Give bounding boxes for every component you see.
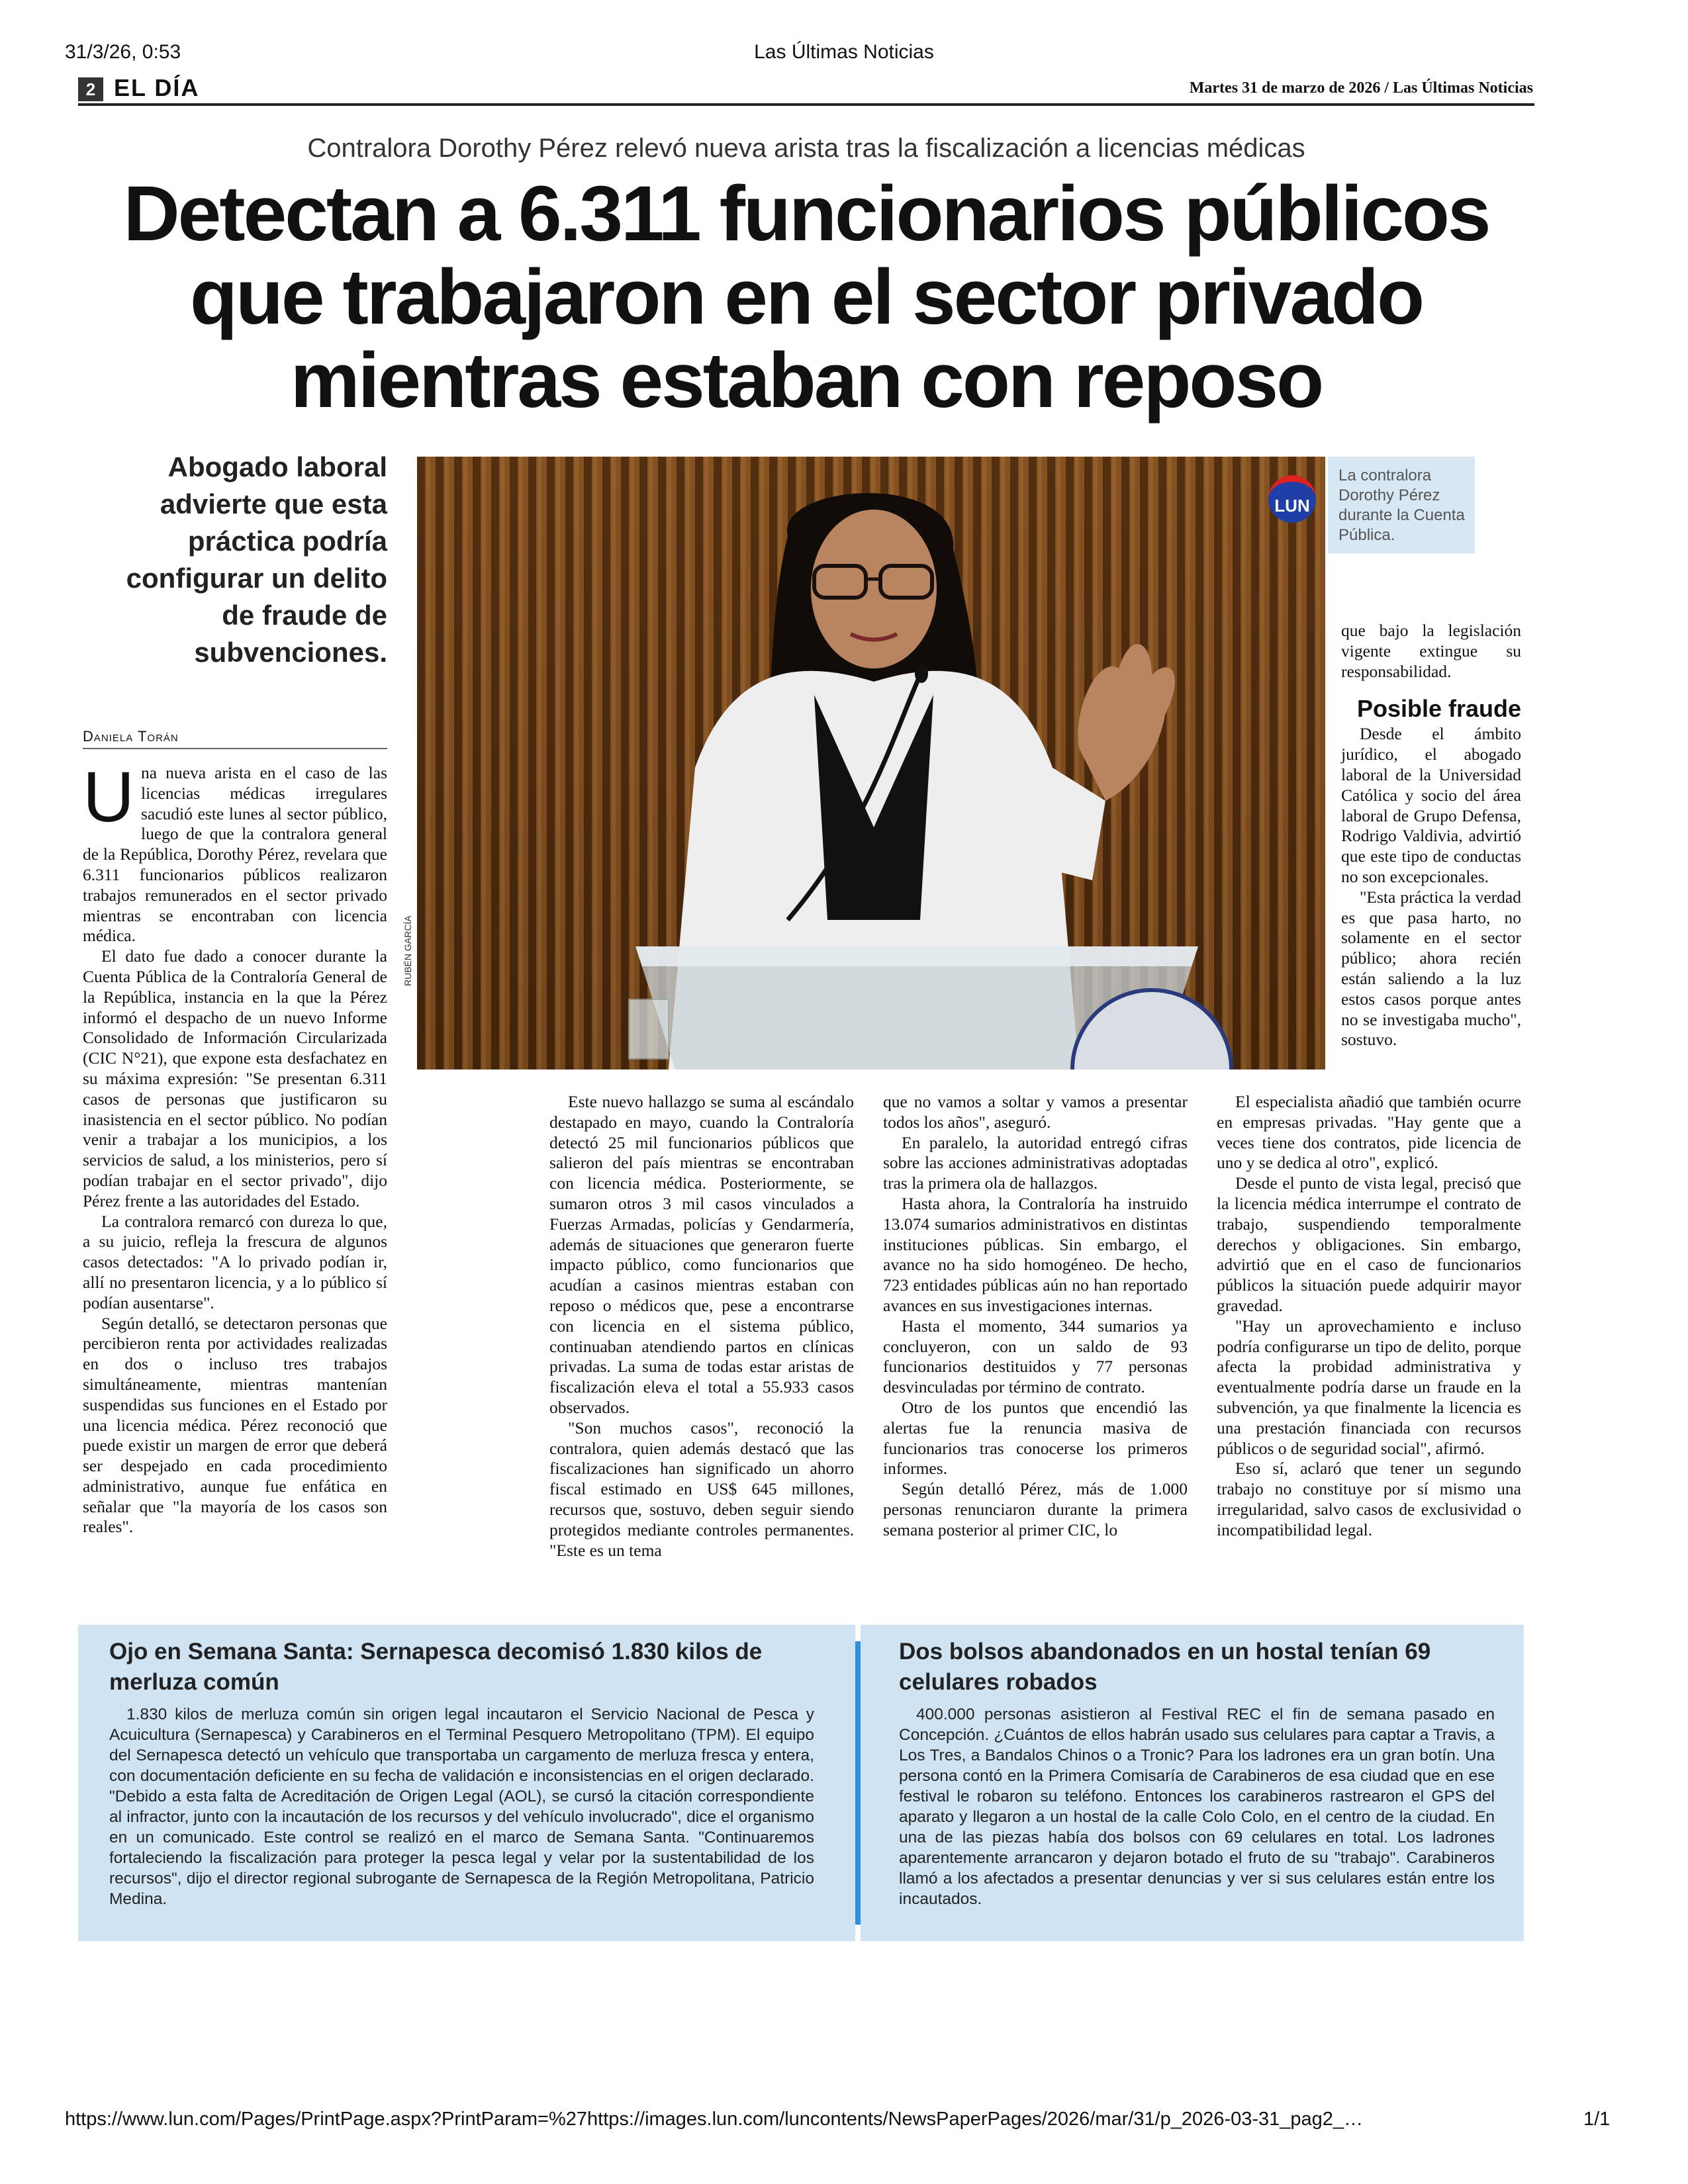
article-column-3 <box>883 1092 1188 1541</box>
print-url: https://www.lun.com/Pages/PrintPage.aspx?PrintParam=%27https://images.lun.com/luncontents/NewsPaperPages/2026/mar/31/p_2026-03-31_pag2_… <box>65 2109 1364 2130</box>
paragraph: Desde el ámbito jurídico, el abogado laboral de la Universidad Católica y socio del área laboral de Grupo Defensa, Rodrigo Valdivia, advirtió que este tipo de conductas no son excepcionales. <box>1341 724 1521 886</box>
print-datetime: 31/3/26, 0:53 <box>65 41 181 63</box>
byline: Daniela Torán <box>83 728 387 749</box>
paragraph: En paralelo, la autoridad entregó cifras sobre las acciones administrativas adoptadas tras la primera ola de hallazgos. <box>883 1132 1188 1193</box>
dropcap: U <box>83 756 134 837</box>
paragraph: Según detalló Pérez, más de 1.000 personas renunciaron durante la primera semana posterior al primer CIC, lo <box>883 1479 1188 1539</box>
brief-right-text <box>899 1704 1495 1909</box>
article-column-2 <box>549 1092 854 1561</box>
headline-line: mientras estaban con reposo <box>290 337 1323 424</box>
paragraph: Otro de los puntos que encendió las alertas fue la renuncia masiva de funcionarios tras conocerse los primeros informes. <box>883 1397 1188 1479</box>
paragraph: na nueva arista en el caso de las licencias médicas irregulares sacudió este lunes al sector público, luego de que la contralora general de la República, Dorothy Pérez, revelara que 6.311 funcionarios públicos realizaron trabajos remunerados en el sector privado mientras se encontraban con licencia médica. <box>83 763 387 946</box>
section-name: EL DÍA <box>114 74 200 101</box>
paragraph: El dato fue dado a conocer durante la Cuenta Pública de la Contraloría General de la República, instancia en la que la Pérez informó el despacho de un nuevo Informe Consolidado de Información Circularizada (CIC N°21), que expone esta desfachatez en su máxima expresión: "Se presentan 6.311 casos de personas que justificaron su inasistencia en el sector público. No podían venir a trabajar a los municipios, a los servicios de salud, a los ministerios, pero sí podían trabajar en el sector privado", dijo Pérez frente a las autoridades del Estado. <box>83 946 387 1210</box>
paragraph: Hasta ahora, la Contraloría ha instruido 13.074 sumarios administrativos en distintas instituciones públicas. Sin embargo, el avance no ha sido homogéneo. De hecho, 723 entidades públicas aún no han reportado avances en sus investigaciones internas. <box>883 1193 1188 1315</box>
publication-date: Martes 31 de marzo de 2026 / Las Últimas Noticias <box>1189 79 1533 97</box>
subhead-posible-fraude: Posible fraude <box>1356 695 1521 723</box>
paragraph: "Hay un aprovechamiento e incluso podría configurarse un tipo de delito, porque afecta la probidad administrativa y eventualmente podría darse un fraude en la subvención, ya que finalmente la licencia es una prestación financiada con recursos públicos o de seguridad social", afirmó. <box>1217 1316 1521 1458</box>
paragraph: 400.000 personas asistieron al Festival REC el fin de semana pasado en Concepción. ¿Cuántos de ellos habrán usado sus celulares para captar a Travis, a Los Tres, a Bandalos Chinos o a Tronic? Para los ladrones era un gran botín. Una persona contó en la Primera Comisaría de Carabineros de esa ciudad que en ese festival le robaron su teléfono. Entonces los carabineros rastrearon el GPS del aparato y llegaron a un hostal de la calle Colo Colo, en el centro de la ciudad. En una de las piezas había dos bolsos con 69 celulares en total. Los ladrones aparentemente arrancaron y dejaron botado el fruto de su "trabajo". Carabineros llamó a los afectados a presentar denuncias y ver si sus celulares están entre los incautados. <box>899 1706 1495 1908</box>
photo-credit: RUBÉN GARCÍA <box>402 915 413 986</box>
article-column-1 <box>83 756 387 1537</box>
brief-left-text <box>109 1704 814 1909</box>
article-column-4-top <box>1341 621 1521 1050</box>
lun-logo-icon: LUN <box>1268 475 1316 523</box>
paragraph: La contralora remarcó con dureza lo que, a su juicio, refleja la frescura de algunos casos detectados: "A lo privado podían ir, allí no presentaron licencia, y a lo público sí podían ausentarse". <box>83 1211 387 1312</box>
paragraph: Desde el punto de vista legal, precisó que la licencia médica interrumpe el contrato de trabajo, suspendiendo temporalmente derechos y obligaciones. Sin embargo, advirtió que en el caso de funcionarios públicos la situación puede adquirir mayor gravedad. <box>1217 1173 1521 1315</box>
paragraph: El especialista añadió que también ocurre en empresas privadas. "Hay gente que a veces tiene dos contratos, pide licencia de uno y se dedica al otro", explicó. <box>1217 1092 1521 1173</box>
paragraph: que no vamos a soltar y vamos a presentar todos los años", aseguró. <box>883 1092 1188 1132</box>
paragraph: Según detalló, se detectaron personas que percibieron renta por actividades realizadas en dos o incluso tres trabajos simultáneamente, mientras mantenían suspendidas sus funciones en el Estado por una licencia médica. Pérez reconoció que puede existir un margen de error que deberá ser despejado en cada procedimiento administrativo, aunque fue enfática en señalar que "la mayoría de los casos son reales". <box>83 1313 387 1537</box>
article-dek: Abogado laboral advierte que esta práctica podría configurar un delito de fraude de subvenciones. <box>126 451 387 668</box>
print-page-count: 1/1 <box>1583 2109 1611 2130</box>
headline-line: que trabajaron en el sector privado <box>189 253 1423 341</box>
paragraph: Este nuevo hallazgo se suma al escándalo destapado en mayo, cuando la Contraloría detectó 25 mil funcionarios públicos que salieron del país mientras se encontraban con licencia médica. Posteriormente, se sumaron otros 3 mil casos vinculados a Fuerzas Armadas, policías y Gendarmería, además de situaciones que generaron fuerte impacto público, como funcionarios que acudían a casinos mientras estaban con reposo o médicos que, pese a encontrarse con licencia en el sistema público, continuaban atendiendo partos en clínicas privadas. La suma de todas estar aristas de fiscalización eleva el total a 55.933 casos observados. <box>549 1092 854 1417</box>
brief-divider <box>855 1641 861 1925</box>
paragraph: 1.830 kilos de merluza común sin origen legal incautaron el Servicio Nacional de Pesca y Acuicultura (Sernapesca) y Carabineros en el Terminal Pesquero Metropolitano (TPM). El equipo del Sernapesca detectó un vehículo que transportaba un cargamento de merluza fresca y entera, con documentación deficiente en su fecha de validación e inconsistencias en el origen declarado. "Debido a esta falta de Acreditación de Origen Legal (AOL), se cursó la citación correspondiente al infractor, junto con la incautación de los recursos y del vehículo involucrado", dice el organismo en un comunicado. Este control se realizó en el marco de Semana Santa. "Continuaremos fortaleciendo la fiscalización para proteger la pesca legal y velar por la sustentabilidad de los recursos", dijo el director regional subrogante de Sernapesca de la Región Metropolitana, Patricio Medina. <box>109 1706 814 1908</box>
article-headline <box>78 172 1534 422</box>
headline-line: Detectan a 6.311 funcionarios públicos <box>123 170 1489 257</box>
paragraph: Eso sí, aclaró que tener un segundo trabajo no constituye por sí mismo una irregularidad, salvo casos de exclusividad o incompatibilidad legal. <box>1217 1459 1521 1539</box>
paragraph: que bajo la legislación vigente extingue su responsabilidad. <box>1341 621 1521 681</box>
brief-left-title: Ojo en Semana Santa: Sernapesca decomisó 1.830 kilos de merluza común <box>109 1639 763 1695</box>
paragraph: "Esta práctica la verdad es que pasa harto, no solamente en el sector público; ahora recién están saliendo a la luz estos casos porque antes no se investigaba mucho", sostuvo. <box>1341 887 1521 1050</box>
page-number-badge: 2 <box>78 77 103 101</box>
header-rule <box>78 103 1534 106</box>
article-photo <box>417 457 1325 1069</box>
article-kicker: Contralora Dorothy Pérez relevó nueva arista tras la fiscalización a licencias médicas <box>307 134 1305 163</box>
article-column-4-bottom <box>1217 1092 1521 1541</box>
photo-illustration <box>417 457 1325 1069</box>
brief-right-title: Dos bolsos abandonados en un hostal tenían 69 celulares robados <box>899 1639 1431 1695</box>
photo-caption: La contralora Dorothy Pérez durante la Cuenta Pública. <box>1328 457 1475 553</box>
paragraph: Hasta el momento, 344 sumarios ya concluyeron, con un saldo de 93 funcionarios destituidos y 77 personas desvinculadas por término de contrato. <box>883 1316 1188 1397</box>
paragraph: "Son muchos casos", reconoció la contralora, quien además destacó que las fiscalizaciones han significado un ahorro fiscal estimado en US$ 645 millones, recursos que, sostuvo, deben seguir siendo protegidos mediante controles permanentes. "Este es un tema <box>549 1418 854 1560</box>
print-site-title: Las Últimas Noticias <box>754 41 934 63</box>
